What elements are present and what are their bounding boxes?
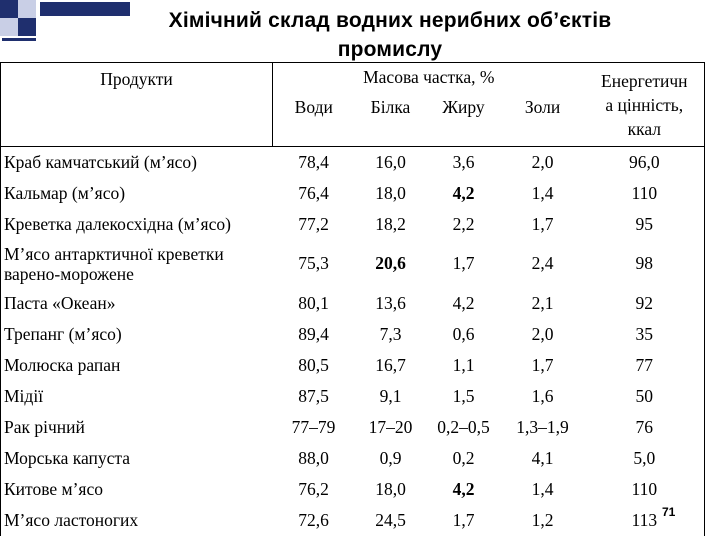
header-mass-fraction: Масова частка, % (273, 63, 585, 93)
table-row (1, 209, 705, 240)
header-ash: Золи (524, 96, 561, 117)
cell-product: М’ясо ластоногих (1, 505, 273, 536)
cell-water: 76,4 (298, 182, 329, 203)
composition-table (0, 62, 705, 536)
cell-product: Паста «Океан» (1, 288, 273, 319)
cell-water: 72,6 (298, 509, 329, 530)
cell-water: 78,4 (273, 147, 355, 178)
header-energy (585, 63, 705, 147)
cell-protein: 7,3 (379, 323, 402, 344)
cell-ash: 2,0 (531, 323, 554, 344)
cell-protein: 24,5 (375, 509, 406, 530)
cell-fat: 4,2 (452, 478, 475, 499)
page-number: 71 (662, 505, 676, 519)
cell-energy: 35 (585, 319, 705, 350)
cell-product-line2: варено-морожене (4, 263, 134, 284)
cell-product (1, 240, 273, 288)
table-row (1, 240, 705, 288)
table-row (1, 381, 705, 412)
header-fat: Жиру (442, 96, 485, 117)
cell-water: 77,2 (298, 213, 329, 234)
table-row (1, 319, 705, 350)
table-row (1, 443, 705, 474)
cell-protein: 18,0 (375, 182, 406, 203)
cell-ash: 2,1 (531, 292, 554, 313)
cell-ash: 2,0 (501, 147, 585, 178)
cell-product: Кальмар (м’ясо) (1, 178, 273, 209)
cell-ash: 1,7 (531, 354, 554, 375)
cell-ash: 1,4 (531, 478, 554, 499)
cell-fat: 1,1 (452, 354, 475, 375)
cell-fat: 0,2 (452, 447, 475, 468)
table-row (1, 288, 705, 319)
cell-fat: 2,2 (452, 213, 475, 234)
cell-energy: 77 (585, 350, 705, 381)
cell-water: 76,2 (298, 478, 329, 499)
cell-product: Краб камчатський (м’ясо) (1, 147, 273, 178)
cell-fat: 4,2 (452, 292, 475, 313)
table-row (1, 505, 705, 536)
cell-protein: 0,9 (379, 447, 402, 468)
cell-fat: 4,2 (452, 182, 475, 203)
cell-protein: 18,0 (375, 478, 406, 499)
cell-energy: 76 (585, 412, 705, 443)
cell-product: Китове м’ясо (1, 474, 273, 505)
cell-energy: 50 (585, 381, 705, 412)
title-line-1: Хімічний склад водних нерибних об’єктів (168, 9, 612, 32)
cell-energy: 113 (585, 505, 705, 536)
cell-fat: 1,7 (452, 253, 475, 273)
cell-water: 89,4 (298, 323, 329, 344)
cell-fat: 1,5 (452, 385, 475, 406)
cell-energy: 110 (585, 474, 705, 505)
cell-water: 87,5 (298, 385, 329, 406)
header-energy-line1: Енергетичн (601, 70, 688, 91)
cell-energy: 98 (585, 240, 705, 288)
title-line-2: промислу (337, 38, 443, 61)
cell-product: Мідії (1, 381, 273, 412)
cell-water: 77–79 (291, 416, 336, 437)
cell-ash: 2,4 (531, 253, 554, 273)
header-energy-line3: ккал (627, 118, 661, 139)
cell-product: Креветка далекосхідна (м’ясо) (1, 209, 273, 240)
cell-energy: 95 (585, 209, 705, 240)
cell-ash: 1,4 (531, 182, 554, 203)
cell-ash: 1,6 (531, 385, 554, 406)
cell-fat: 0,6 (452, 323, 475, 344)
cell-energy: 92 (585, 288, 705, 319)
cell-fat: 1,7 (452, 509, 475, 530)
cell-ash: 4,1 (531, 447, 554, 468)
table-row (1, 474, 705, 505)
table-row (1, 147, 705, 178)
cell-fat: 0,2–0,5 (437, 416, 490, 437)
cell-ash: 1,3–1,9 (516, 416, 569, 437)
table-row (1, 178, 705, 209)
cell-protein: 16,0 (355, 147, 427, 178)
header-protein: Білка (370, 96, 411, 117)
table-row (1, 412, 705, 443)
cell-energy: 5,0 (585, 443, 705, 474)
cell-product: Рак річний (1, 412, 273, 443)
cell-water: 80,5 (298, 354, 329, 375)
page-title (110, 6, 670, 64)
cell-product: Молюска рапан (1, 350, 273, 381)
cell-product: Морська капуста (1, 443, 273, 474)
header-water: Води (294, 96, 333, 117)
cell-water: 80,1 (298, 292, 329, 313)
cell-product-line1: М’ясо антарктичної креветки (4, 243, 224, 264)
cell-protein: 17–20 (368, 416, 413, 437)
cell-water: 88,0 (298, 447, 329, 468)
header-energy-line2: а цінність, (605, 94, 684, 115)
cell-protein: 13,6 (375, 292, 406, 313)
cell-energy: 96,0 (585, 147, 705, 178)
header-products: Продукти (1, 63, 273, 147)
cell-protein: 9,1 (379, 385, 402, 406)
cell-protein: 16,7 (375, 354, 406, 375)
cell-protein: 18,2 (375, 213, 406, 234)
cell-product: Трепанг (м’ясо) (1, 319, 273, 350)
cell-ash: 1,2 (531, 509, 554, 530)
cell-protein: 20,6 (375, 253, 406, 273)
cell-water: 75,3 (298, 253, 329, 273)
cell-energy: 110 (585, 178, 705, 209)
cell-ash: 1,7 (531, 213, 554, 234)
cell-fat: 3,6 (427, 147, 501, 178)
table-row (1, 350, 705, 381)
